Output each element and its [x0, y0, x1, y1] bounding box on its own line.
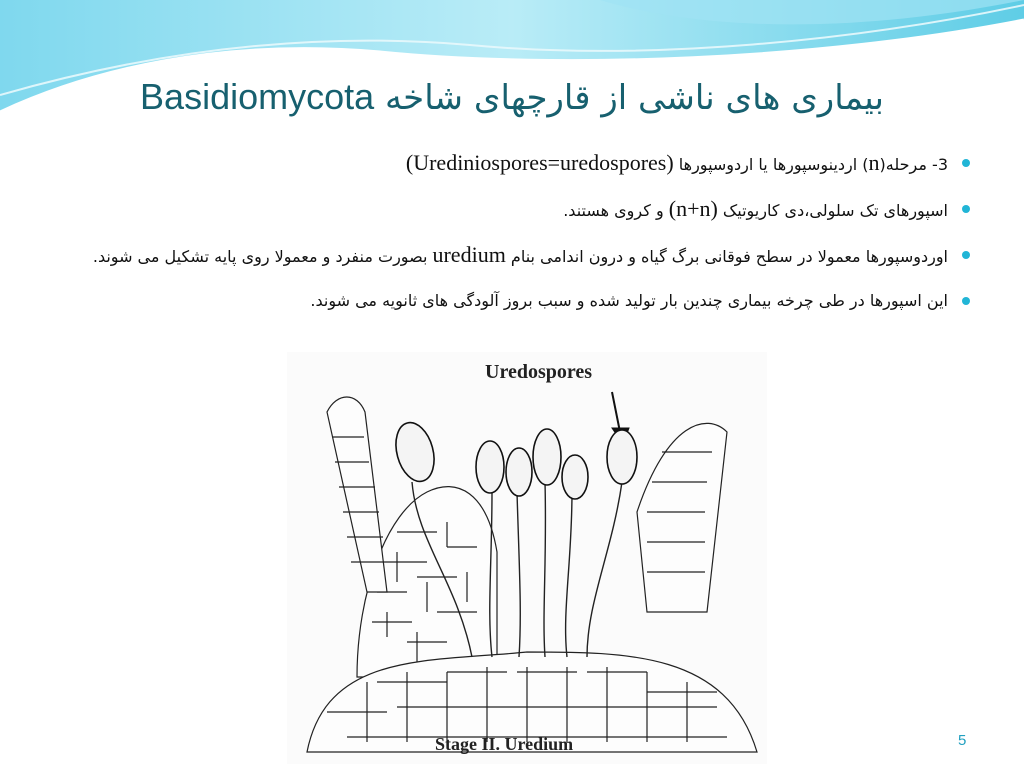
bullet-item: [60, 192, 970, 228]
bullet-text: 3- مرحله(: [879, 155, 948, 174]
bullet-list: [60, 146, 970, 328]
bullet-text: این اسپورها در طی چرخه بیماری چندین بار تولید شده و سبب بروز آلودگی های ثانویه می شوند.: [310, 291, 948, 310]
figure-label-top: Uredospores: [485, 361, 593, 383]
bullet-item: [60, 146, 970, 182]
cell-layer: [307, 397, 757, 752]
title-persian: بیماری های ناشی از قارچهای شاخه: [384, 78, 884, 118]
bullet-symbol: n: [868, 150, 880, 175]
bullet-text: و کروی هستند.: [563, 201, 664, 220]
bullet-item: [60, 238, 970, 274]
bullet-dot-icon: [962, 205, 970, 213]
uredium-figure: [287, 352, 767, 764]
bullet-text: اسپورهای تک سلولی،دی کاریوتیک: [722, 201, 948, 220]
bullet-latin-term: (n+n): [668, 196, 718, 221]
bullet-latin-term: uredium: [432, 242, 506, 267]
bullet-text: ) اردینوسپورها یا اردوسپورها: [678, 155, 869, 174]
slide-title: [0, 74, 1024, 121]
title-latin: Basidiomycota: [140, 76, 375, 117]
bullet-dot-icon: [962, 297, 970, 305]
bullet-text: بصورت منفرد و معمولا روی پایه تشکیل می شوند.: [92, 247, 428, 266]
bullet-item: [60, 284, 970, 318]
figure-label-bottom: Stage II. Uredium: [435, 734, 574, 754]
bullet-dot-icon: [962, 159, 970, 167]
uredospore-heads: [390, 418, 637, 499]
page-number: 5: [958, 732, 967, 749]
bullet-dot-icon: [962, 251, 970, 259]
bullet-text: اوردوسپورها معمولا در سطح فوقانی برگ گیاه و درون اندامی بنام: [510, 247, 948, 266]
bullet-latin-term: (Urediniospores=uredospores): [405, 150, 674, 175]
uredium-illustration: [287, 352, 767, 764]
